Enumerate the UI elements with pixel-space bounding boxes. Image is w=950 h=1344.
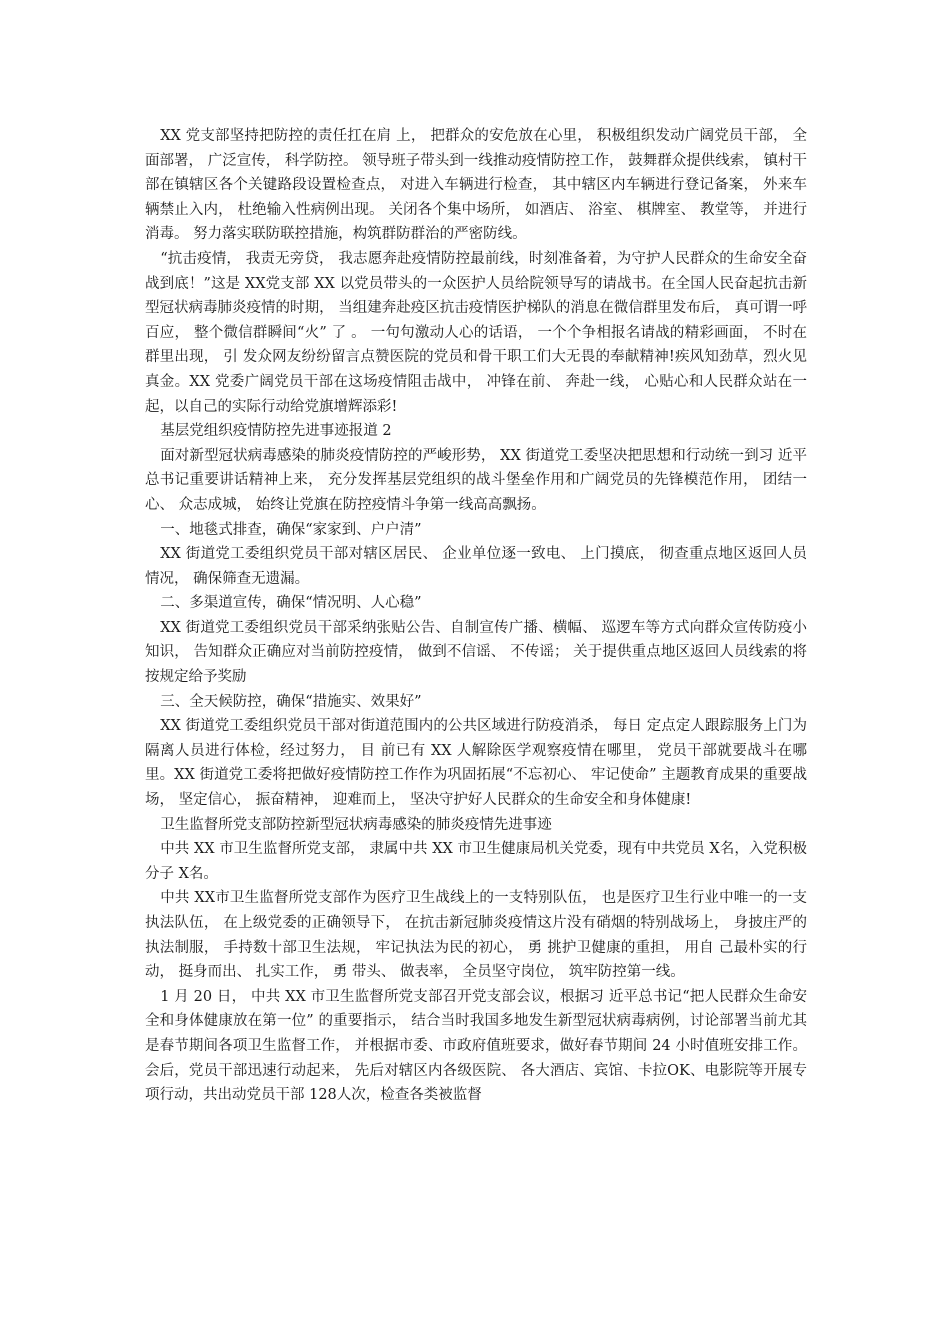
paragraph: 中共 XX市卫生监督所党支部作为医疗卫生战线上的一支特别队伍， 也是医疗卫生行业中唯一的一支执法队伍， 在上级党委的正确领导下， 在抗击新冠肺炎疫情这片没有硝烟的特别战场上， 身披庄严的执法制服， 手持数十部卫生法规， 牢记执法为民的初心， 勇 挑护卫健康的重担， 用自 己最朴实的行动， 挺身而出、 扎实工作， 勇 带头、 做表率， 全员坚守岗位， 筑牢防控第一线。	[145, 890, 807, 981]
section-heading: 三、全天候防控，确保“措施实、效果好”	[160, 693, 422, 710]
paragraph: 1 月 20 日， 中共 XX 市卫生监督所党支部召开党支部会议，根据习 近平总书记“把人民群众生命安全和身体健康放在第一位” 的重要指示， 结合当时我国多地发生新型冠状病毒病例，讨论部署当前尤其是春节期间各项卫生监督工作， 并根据市委、市政府值班要求，做好春节期间 24 小时值班安排工作。 会后，党员干部迅速行动起来， 先后对辖区内各级医院、 各大酒店、宾馆、卡拉OK、电影院等开展专项行动，共出动党员干部 128人次，检查各类被监督	[145, 988, 807, 1104]
paragraph: XX 党支部坚持把防控的责任扛在肩 上， 把群众的安危放在心里， 积极组织发动广阔党员干部， 全面部署， 广泛宣传， 科学防控。 领导班子带头到一线推动疫情防控工作， 鼓舞群众提供线索， 镇村干部在镇辖区各个关键路段设置检查点， 对进入车辆进行检查， 其中辖区内车辆进行登记备案， 外来车辆禁止入内， 杜绝输入性病例出现。 关闭各个集中场所， 如酒店、 浴室、 棋牌室、 教堂等， 并进行消毒。 努力落实联防联控措施，构筑群防群治的严密防线。	[145, 128, 807, 243]
paragraph: XX 街道党工委组织党员干部采纳张贴公告、自制宣传广播、横幅、 巡逻车等方式向群众宣传防疫小知识， 告知群众正确应对当前防控疫情， 做到不信谣、 不传谣； 关于提供重点地区返回人员线索的将按规定给予奖励	[145, 619, 807, 686]
section-heading: 卫生监督所党支部防控新型冠状病毒感染的肺炎疫情先进事迹	[160, 816, 552, 833]
section-heading: 基层党组织疫情防控先进事迹报道 2	[160, 423, 392, 440]
paragraph: 中共 XX 市卫生监督所党支部， 隶属中共 XX 市卫生健康局机关党委，现有中共党员 X名，入党积极分子 X名。	[145, 841, 807, 882]
document-body	[145, 124, 807, 1108]
paragraph: “抗击疫情， 我责无旁贷， 我志愿奔赴疫情防控最前线，时刻准备着，为守护人民群众的生命安全奋战到底！”这是 XX党支部 XX 以党员带头的一众医护人员给院领导写的请战书。在全国人民奋起抗击新型冠状病毒肺炎疫情的时期， 当组建奔赴疫区抗击疫情医护梯队的消息在微信群里发布后， 真可谓一呼百应， 整个微信群瞬间“火” 了 。 一句句激动人心的话语， 一个个争相报名请战的精彩画面， 不时在群里出现， 引 发众网友纷纷留言点赞医院的党员和骨干职工们大无畏的奉献精神!疾风知劲草，烈火见真金。XX 党委广阔党员干部在这场疫情阻击战中， 冲锋在前、 奔赴一线， 心贴心和人民群众站在一起，以自己的实际行动给党旗增辉添彩!	[145, 250, 807, 415]
paragraph: XX 街道党工委组织党员干部对街道范围内的公共区域进行防疫消杀， 每日 定点定人跟踪服务上门为隔离人员进行体检，经过努力， 目 前已有 XX 人解除医学观察疫情在哪里， 党员干部就要战斗在哪里。XX 街道党工委将把做好疫情防控工作作为巩固拓展“不忘初心、 牢记使命” 主题教育成果的重要战场， 坚定信心， 振奋精神， 迎难而上， 坚决守护好人民群众的生命安全和身体健康!	[145, 718, 807, 809]
section-heading: 二、多渠道宣传，确保“情况明、人心稳”	[160, 595, 422, 612]
section-heading: 一、地毯式排查，确保“家家到、户户清”	[160, 521, 422, 538]
paragraph: 面对新型冠状病毒感染的肺炎疫情防控的严峻形势， XX 街道党工委坚决把思想和行动统一到习 近平总书记重要讲话精神上来， 充分发挥基层党组织的战斗堡垒作用和广阔党员的先锋模范作用， 团结一心、 众志成城， 始终让党旗在防控疫情斗争第一线高高飘扬。	[145, 447, 807, 513]
paragraph: XX 街道党工委组织党员干部对辖区居民、 企业单位逐一致电、 上门摸底， 彻查重点地区返回人员情况， 确保筛查无遗漏。	[145, 546, 807, 587]
